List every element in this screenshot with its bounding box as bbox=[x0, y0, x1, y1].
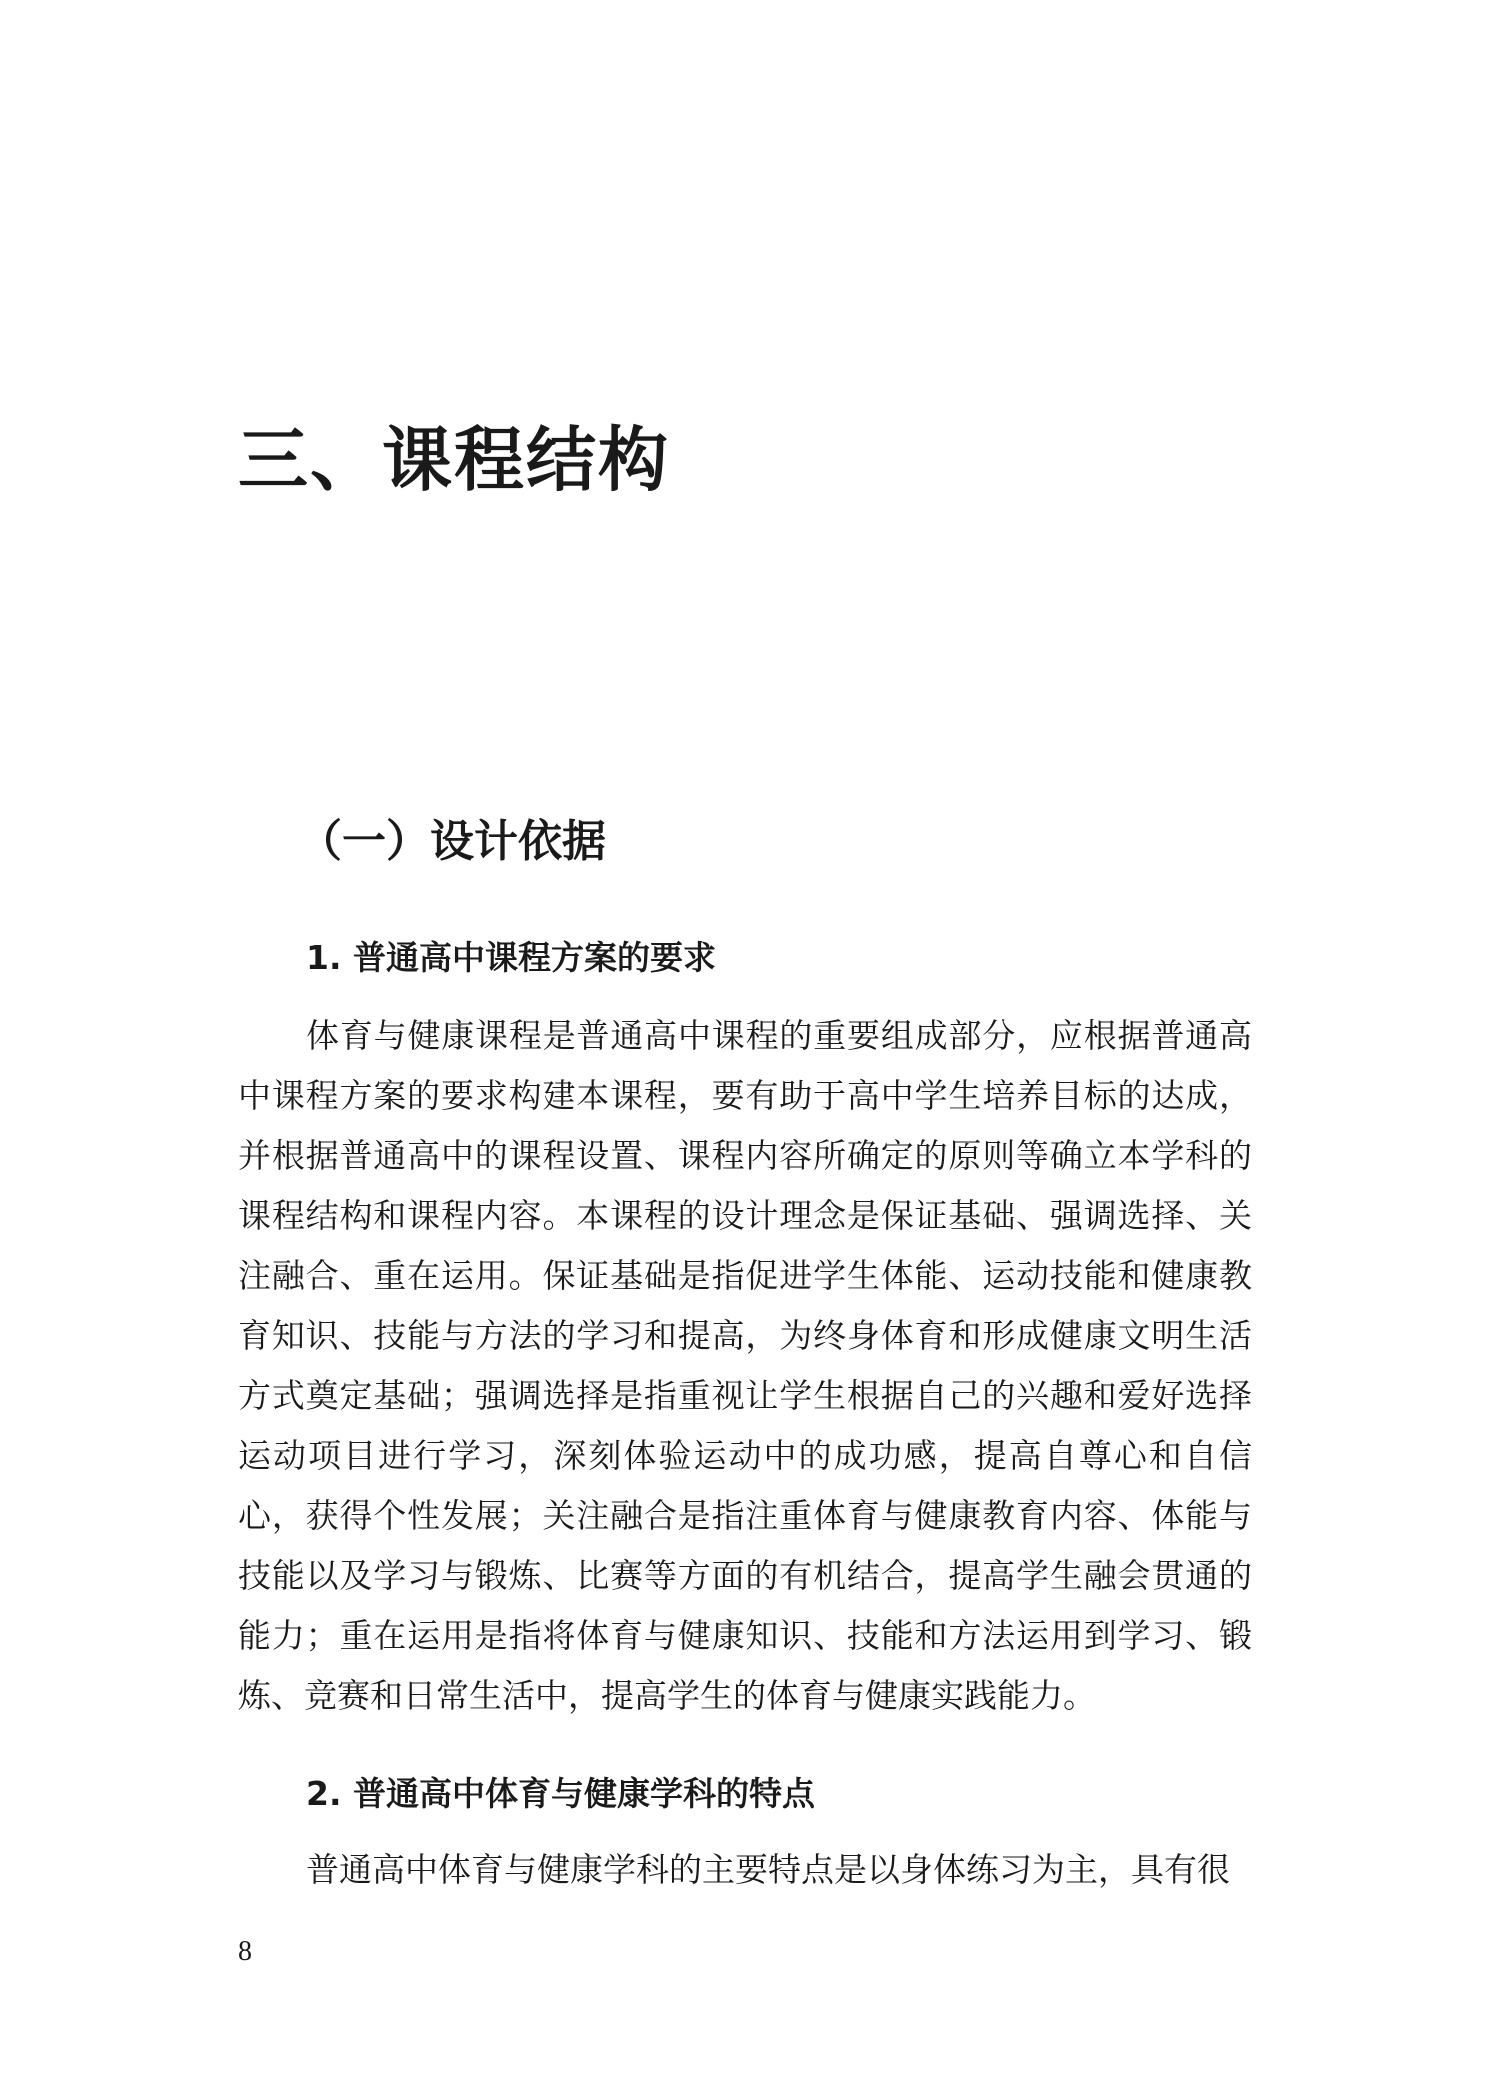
subsection-heading-2: 2. 普通高中体育与健康学科的特点 bbox=[306, 1774, 815, 1813]
subsection-paragraph-2: 普通高中体育与健康学科的主要特点是以身体练习为主，具有很 bbox=[306, 1850, 1230, 1889]
subsection-heading-1: 1. 普通高中课程方案的要求 bbox=[306, 938, 716, 977]
section-title: （一）设计依据 bbox=[298, 816, 606, 867]
page-number: 8 bbox=[238, 1936, 252, 1967]
subsection-paragraph-1: 体育与健康课程是普通高中课程的重要组成部分，应根据普通高中课程方案的要求构建本课程，要有助于高中学生培养目标的达成，并根据普通高中的课程设置、课程内容所确定的原则等确立本学科的课程结构和课程内容。本课程的设计理念是保证基础、强调选择、关注融合、重在运用。保证基础是指促进学生体能、运动技能和健康教育知识、技能与方法的学习和提高，为终身体育和形成健康文明生活方式奠定基础；强调选择是指重视让学生根据自己的兴趣和爱好选择运动项目进行学习，深刻体验运动中的成功感，提高自尊心和自信心，获得个性发展；关注融合是指注重体育与健康教育内容、体能与技能以及学习与锻炼、比赛等方面的有机结合，提高学生融会贯通的能力；重在运用是指将体育与健康知识、技能和方法运用到学习、锻炼、竞赛和日常生活中，提高学生的体育与健康实践能力。 bbox=[238, 1016, 1252, 1715]
chapter-title: 三、课程结构 bbox=[238, 419, 670, 501]
